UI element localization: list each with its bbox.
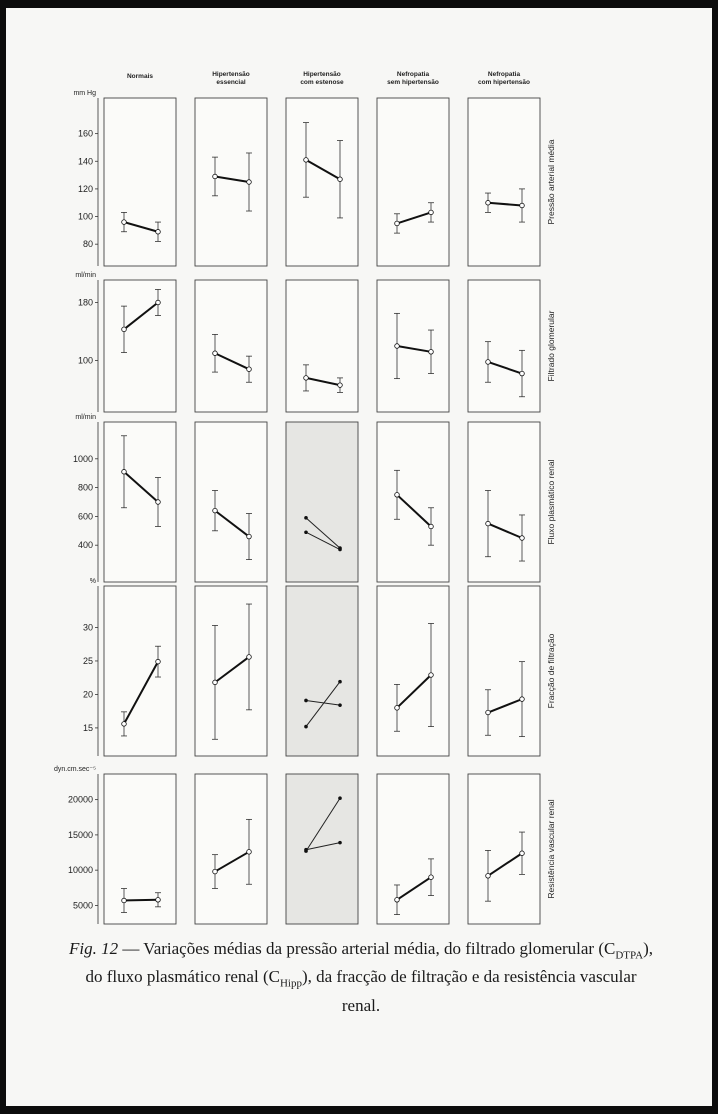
mean-line <box>124 900 158 901</box>
y-tick-label-row-2: 400 <box>77 540 93 551</box>
y-tick-label-row-2: 600 <box>77 511 93 522</box>
mean-point-pre <box>486 521 491 526</box>
mean-point-post <box>429 350 434 355</box>
column-header-2 <box>300 71 344 86</box>
mean-point-post <box>247 367 252 372</box>
column-header-line: Normais <box>126 73 154 80</box>
y-axis-unit-row-1: ml/min <box>75 272 96 279</box>
panel-row-4-col-4 <box>468 774 540 924</box>
column-header-0 <box>127 73 153 80</box>
panel-row-3-col-3 <box>377 586 449 756</box>
mean-point-pre <box>486 200 491 205</box>
mean-point-pre <box>122 327 127 332</box>
panel-row-1-col-2 <box>286 280 358 412</box>
individual-point-post <box>338 548 342 552</box>
column-header-line: Hipertensão <box>212 71 250 78</box>
y-tick-label-row-4: 20000 <box>67 794 93 805</box>
mean-point-post <box>156 229 161 234</box>
mean-point-post <box>247 534 252 539</box>
individual-point-pre <box>304 516 308 520</box>
y-tick-label-row-4: 15000 <box>67 829 93 840</box>
y-tick-label-row-0: 100 <box>77 211 93 222</box>
mean-point-post <box>429 875 434 880</box>
mean-point-pre <box>486 710 491 715</box>
page <box>6 8 712 1106</box>
mean-point-pre <box>213 508 218 513</box>
mean-point-pre <box>486 874 491 879</box>
panel-row-4-col-3 <box>377 774 449 924</box>
figure-grid <box>6 8 712 933</box>
mean-point-pre <box>395 344 400 349</box>
column-header-line: essencial <box>216 79 246 86</box>
mean-point-post <box>156 659 161 664</box>
caption-text-2: ), do fluxo plasmático renal (C <box>85 939 653 987</box>
panel-row-1-col-4 <box>468 280 540 412</box>
mean-point-pre <box>395 493 400 498</box>
column-header-3 <box>387 71 439 86</box>
row-label-0: Pressão arterial média <box>546 139 556 225</box>
mean-point-post <box>156 300 161 305</box>
y-tick-label-row-0: 160 <box>77 128 93 139</box>
mean-point-post <box>156 500 161 505</box>
individual-point-post <box>338 796 342 800</box>
mean-point-pre <box>213 174 218 179</box>
mean-point-post <box>156 897 161 902</box>
column-header-line: Nefropatia <box>396 71 430 78</box>
panel-row-2-col-3 <box>377 422 449 582</box>
panel-row-3-col-2 <box>286 586 358 756</box>
caption-subscript-2: Hipp <box>279 977 302 990</box>
mean-point-post <box>429 673 434 678</box>
mean-point-post <box>520 536 525 541</box>
panel-row-3-col-0 <box>104 586 176 756</box>
y-tick-label-row-2: 800 <box>77 482 93 493</box>
column-header-line: com estenose <box>300 79 344 86</box>
y-tick-label-row-0: 120 <box>77 183 93 194</box>
panel-row-4-col-0 <box>104 774 176 924</box>
individual-point-post <box>338 703 342 707</box>
y-tick-label-row-3: 30 <box>82 622 93 633</box>
y-axis-unit-row-4: dyn.cm.sec⁻⁵ <box>54 766 96 773</box>
column-header-4 <box>478 71 530 86</box>
column-header-line: com hipertensão <box>477 79 531 86</box>
mean-point-pre <box>395 221 400 226</box>
panel-row-0-col-2 <box>286 98 358 266</box>
mean-point-pre <box>122 898 127 903</box>
individual-point-pre <box>304 725 308 729</box>
mean-point-post <box>520 851 525 856</box>
panel-row-2-col-2 <box>286 422 358 582</box>
mean-point-pre <box>213 869 218 874</box>
y-tick-label-row-2: 1000 <box>72 453 93 464</box>
mean-point-post <box>429 524 434 529</box>
panel-row-2-col-0 <box>104 422 176 582</box>
mean-point-pre <box>213 680 218 685</box>
caption-text-3: ), da fracção de filtração e da resistência vascular renal. <box>301 967 637 1015</box>
panel-row-4-col-1 <box>195 774 267 924</box>
y-tick-label-row-1: 100 <box>77 355 93 366</box>
y-tick-label-row-4: 5000 <box>72 900 93 911</box>
mean-point-post <box>247 655 252 660</box>
mean-point-post <box>429 210 434 215</box>
individual-point-pre <box>304 848 308 852</box>
panel-row-3-col-4 <box>468 586 540 756</box>
mean-point-post <box>520 371 525 376</box>
individual-point-pre <box>304 699 308 703</box>
column-header-1 <box>212 71 250 86</box>
y-tick-label-row-1: 180 <box>77 297 93 308</box>
row-label-3: Fracção de filtração <box>546 633 556 709</box>
row-label-1: Filtrado glomerular <box>546 310 556 382</box>
y-tick-label-row-0: 80 <box>82 239 93 250</box>
individual-point-post <box>338 841 342 845</box>
mean-point-post <box>338 177 343 182</box>
individual-point-post <box>338 680 342 684</box>
mean-point-post <box>520 697 525 702</box>
mean-point-pre <box>395 897 400 902</box>
mean-point-pre <box>122 220 127 225</box>
mean-point-post <box>520 203 525 208</box>
mean-point-pre <box>395 706 400 711</box>
y-tick-label-row-3: 15 <box>82 722 93 733</box>
mean-point-pre <box>122 722 127 727</box>
y-tick-label-row-0: 140 <box>77 156 93 167</box>
individual-point-pre <box>304 530 308 534</box>
y-axis-unit-row-0: mm Hg <box>73 90 96 97</box>
panel-row-1-col-0 <box>104 280 176 412</box>
panel-row-4-col-2 <box>286 774 358 924</box>
panel-row-0-col-3 <box>377 98 449 266</box>
caption-fig-label: Fig. 12 <box>69 939 119 958</box>
mean-point-pre <box>486 360 491 365</box>
panel-row-1-col-3 <box>377 280 449 412</box>
row-label-2: Fluxo plasmático renal <box>546 459 556 545</box>
mean-point-pre <box>304 158 309 163</box>
panel-row-1-col-1 <box>195 280 267 412</box>
column-header-line: Hipertensão <box>303 71 341 78</box>
y-axis-unit-row-3: % <box>89 578 96 585</box>
figure-caption <box>66 938 656 1016</box>
panel-row-0-col-4 <box>468 98 540 266</box>
y-tick-label-row-3: 20 <box>82 689 93 700</box>
y-tick-label-row-3: 25 <box>82 655 93 666</box>
panel-row-2-col-4 <box>468 422 540 582</box>
panel-row-0-col-0 <box>104 98 176 266</box>
caption-text-1: — Variações médias da pressão arterial média, do filtrado glomerular (C <box>118 939 616 958</box>
mean-point-post <box>247 180 252 185</box>
y-axis-unit-row-2: ml/min <box>75 414 96 421</box>
column-header-line: sem hipertensão <box>387 79 439 86</box>
y-tick-label-row-4: 10000 <box>67 865 93 876</box>
mean-point-pre <box>304 376 309 381</box>
mean-point-pre <box>213 351 218 356</box>
row-label-4: Resistência vascular renal <box>546 799 556 899</box>
mean-point-pre <box>122 469 127 474</box>
mean-point-post <box>338 383 343 388</box>
column-header-line: Nefropatia <box>487 71 521 78</box>
panel-row-2-col-1 <box>195 422 267 582</box>
panel-row-0-col-1 <box>195 98 267 266</box>
caption-subscript-1: DTPA <box>615 949 644 962</box>
mean-point-post <box>247 850 252 855</box>
